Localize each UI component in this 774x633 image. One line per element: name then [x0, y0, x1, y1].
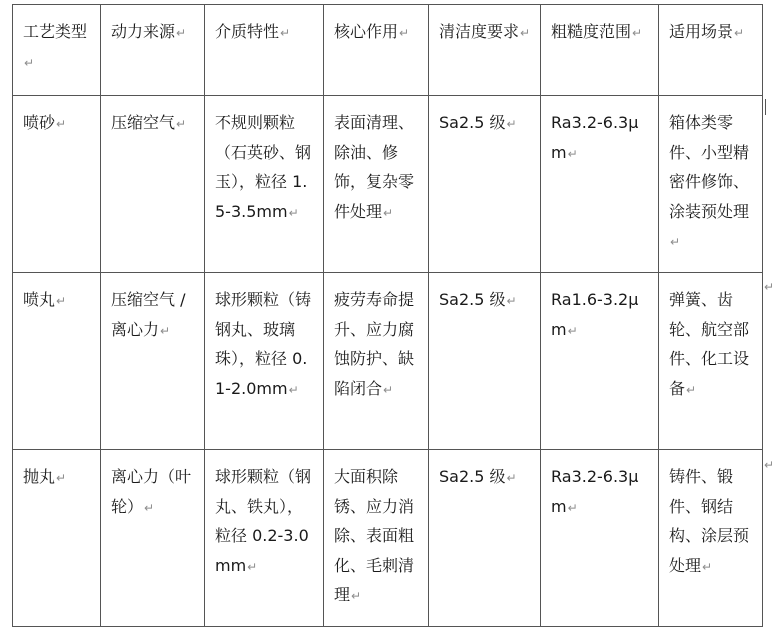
header-text: 核心作用 — [334, 22, 399, 41]
header-text: 工艺类型 — [23, 22, 88, 41]
header-text: 粗糙度范围 — [551, 22, 632, 41]
header-cell[interactable] — [101, 5, 205, 96]
paragraph-mark-icon: ↵ — [520, 26, 531, 40]
paragraph-mark-icon: ↵ — [176, 117, 187, 131]
cell-text: Ra1.6-3.2μm — [551, 290, 639, 339]
cell-text: 不规则颗粒（石英砂、钢玉），粒径 1.5-3.5mm — [215, 113, 312, 221]
table-cell[interactable] — [429, 96, 541, 273]
table-cell[interactable] — [13, 273, 101, 450]
cell-text: Sa2.5 级 — [439, 467, 506, 486]
table-cell[interactable] — [429, 273, 541, 450]
cell-text: Sa2.5 级 — [439, 113, 506, 132]
cell-text: 抛丸 — [23, 467, 56, 486]
paragraph-mark-icon: ↵ — [24, 55, 35, 70]
table-cell[interactable] — [429, 450, 541, 627]
header-cell[interactable] — [429, 5, 541, 96]
cell-text: Ra3.2-6.3μm — [551, 113, 639, 162]
header-text: 动力来源 — [111, 22, 176, 41]
text-cursor — [765, 99, 766, 115]
row-end-mark-icon: ↵ — [764, 458, 774, 472]
paragraph-mark-icon: ↵ — [247, 559, 258, 574]
table-row — [13, 450, 763, 627]
table-cell[interactable] — [541, 450, 659, 627]
table-cell[interactable] — [324, 450, 429, 627]
table-cell[interactable] — [205, 450, 324, 627]
paragraph-mark-icon: ↵ — [56, 471, 67, 485]
cell-text: 喷丸 — [23, 290, 56, 309]
table-cell[interactable] — [205, 273, 324, 450]
paragraph-mark-icon: ↵ — [176, 26, 187, 40]
table-row — [13, 96, 763, 273]
paragraph-mark-icon: ↵ — [280, 26, 291, 40]
cell-text: 喷砂 — [23, 113, 56, 132]
paragraph-mark-icon: ↵ — [399, 26, 410, 40]
paragraph-mark-icon: ↵ — [144, 500, 155, 515]
table-cell[interactable] — [101, 96, 205, 273]
paragraph-mark-icon: ↵ — [288, 205, 299, 220]
table-cell[interactable] — [541, 273, 659, 450]
paragraph-mark-icon: ↵ — [160, 323, 171, 338]
paragraph-mark-icon: ↵ — [670, 235, 681, 249]
header-cell[interactable] — [13, 5, 101, 96]
table-cell[interactable] — [205, 96, 324, 273]
cell-text: 离心力（叶轮） — [111, 467, 192, 516]
paragraph-mark-icon: ↵ — [351, 589, 362, 603]
paragraph-mark-icon: ↵ — [506, 117, 517, 131]
cell-text: Sa2.5 级 — [439, 290, 506, 309]
cell-text: 弹簧、齿轮、航空部件、化工设备 — [669, 290, 750, 398]
table-cell[interactable] — [659, 450, 763, 627]
paragraph-mark-icon: ↵ — [567, 146, 578, 161]
paragraph-mark-icon: ↵ — [686, 382, 697, 397]
row-end-mark-icon: ↵ — [764, 280, 774, 294]
paragraph-mark-icon: ↵ — [288, 382, 299, 397]
paragraph-mark-icon: ↵ — [567, 500, 578, 515]
process-comparison-table — [12, 4, 763, 627]
table-cell[interactable] — [13, 450, 101, 627]
cell-text: 箱体类零件、小型精密件修饰、涂装预处理 — [669, 113, 750, 221]
paragraph-mark-icon: ↵ — [383, 205, 394, 220]
header-text: 适用场景 — [669, 22, 734, 41]
table-cell[interactable] — [659, 273, 763, 450]
paragraph-mark-icon: ↵ — [56, 294, 67, 308]
paragraph-mark-icon: ↵ — [56, 117, 67, 131]
paragraph-mark-icon: ↵ — [506, 471, 517, 485]
paragraph-mark-icon: ↵ — [632, 26, 643, 40]
paragraph-mark-icon: ↵ — [567, 323, 578, 338]
table-cell[interactable] — [101, 450, 205, 627]
header-text: 介质特性 — [215, 22, 280, 41]
header-cell[interactable] — [541, 5, 659, 96]
table-cell[interactable] — [659, 96, 763, 273]
cell-text: 表面清理、除油、修饰，复杂零件处理 — [334, 113, 415, 221]
table-cell[interactable] — [101, 273, 205, 450]
cell-text: 大面积除锈、应力消除、表面粗化、毛刺清理 — [334, 467, 415, 604]
header-text: 清洁度要求 — [439, 22, 520, 41]
cell-text: Ra3.2-6.3μm — [551, 467, 639, 516]
cell-text: 压缩空气 / 离心力 — [111, 290, 186, 339]
table-header-row — [13, 5, 763, 96]
paragraph-mark-icon: ↵ — [506, 294, 517, 308]
paragraph-mark-icon: ↵ — [383, 382, 394, 397]
table-cell[interactable] — [541, 96, 659, 273]
table-cell[interactable] — [13, 96, 101, 273]
cell-text: 球形颗粒（钢丸、铁丸），粒径 0.2-3.0mm — [215, 467, 312, 575]
paragraph-mark-icon: ↵ — [734, 26, 745, 40]
table-cell[interactable] — [324, 273, 429, 450]
table-cell[interactable] — [324, 96, 429, 273]
cell-text: 疲劳寿命提升、应力腐蚀防护、缺陷闭合 — [334, 290, 415, 398]
header-cell[interactable] — [659, 5, 763, 96]
paragraph-mark-icon: ↵ — [702, 559, 713, 574]
cell-text: 球形颗粒（铸钢丸、玻璃珠），粒径 0.1-2.0mm — [215, 290, 312, 398]
cell-text: 铸件、锻件、钢结构、涂层预处理 — [669, 467, 750, 575]
table-row — [13, 273, 763, 450]
header-cell[interactable] — [205, 5, 324, 96]
header-cell[interactable] — [324, 5, 429, 96]
cell-text: 压缩空气 — [111, 113, 176, 132]
